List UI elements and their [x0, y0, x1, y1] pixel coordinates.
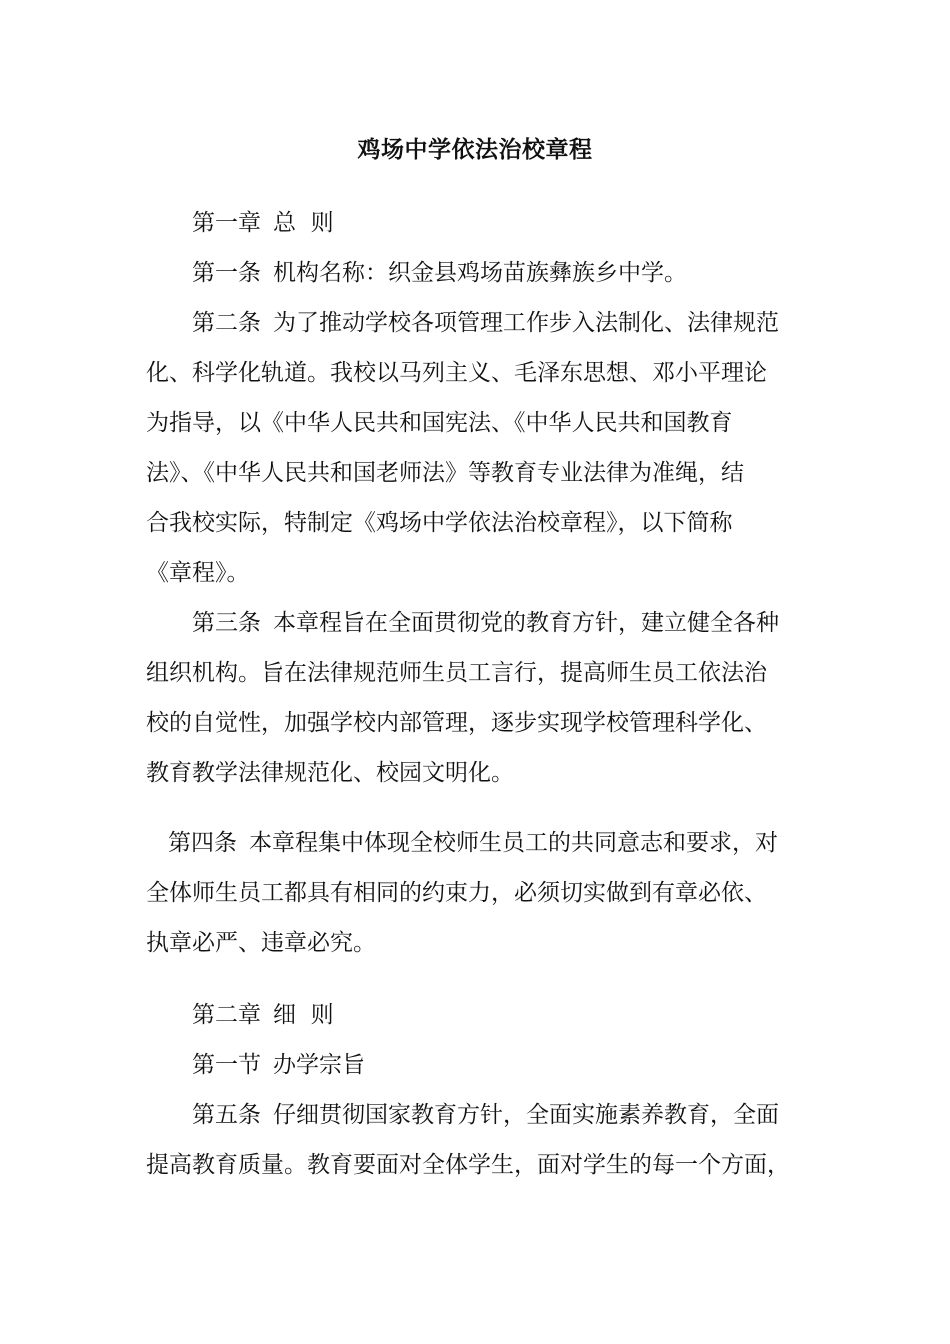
article3-label: 第三条 [192, 610, 261, 636]
article2-line-1: 化、科学化轨道。我校以马列主义、毛泽东思想、邓小平理论 [146, 360, 767, 386]
document-title: 鸡场中学依法治校章程 [357, 136, 593, 163]
chapter2-label: 第二章 [192, 1002, 261, 1028]
article2-line-2: 为指导，以《中华人民共和国宪法、《中华人民共和国教育 [146, 410, 733, 436]
article2-line-5: 《章程》。 [146, 560, 250, 586]
article4-label: 第四条 [168, 830, 237, 856]
chapter1-label: 第一章 [192, 210, 261, 236]
article2-line-3: 法》、《中华人民共和国老师法》等教育专业法律为准绳，结 [146, 460, 744, 486]
article3-line-0: 本章程旨在全面贯彻党的教育方针，建立健全各种 [273, 610, 779, 636]
article3-line-1: 组织机构。旨在法律规范师生员工言行，提高师生员工依法治 [146, 660, 767, 686]
article4-line-1: 全体师生员工都具有相同的约束力，必须切实做到有章必依、 [146, 880, 767, 906]
article5-line-0: 仔细贯彻国家教育方针，全面实施素养教育，全面 [273, 1102, 779, 1128]
section1-text: 办学宗旨 [273, 1052, 365, 1078]
article4 [146, 818, 806, 968]
article5-label: 第五条 [192, 1102, 261, 1128]
article1-label: 第一条 [192, 260, 261, 286]
article2-line-0: 为了推动学校各项管理工作步入法制化、法律规范 [273, 310, 779, 336]
article5-line-1: 提高教育质量。教育要面对全体学生，面对学生的每一个方面， [146, 1152, 790, 1178]
section1-label: 第一节 [192, 1052, 261, 1078]
article3-line-3: 教育教学法律规范化、校园文明化。 [146, 760, 514, 786]
article3 [146, 598, 806, 798]
article1 [146, 248, 806, 298]
chapter2-text: 细 则 [273, 1002, 334, 1028]
article2-label: 第二条 [192, 310, 261, 336]
chapter1-heading [146, 198, 806, 248]
article4-line-2: 执章必严、违章必究。 [146, 930, 376, 956]
article5 [146, 1090, 806, 1190]
section1-heading [146, 1040, 806, 1090]
article2-line-4: 合我校实际，特制定《鸡场中学依法治校章程》，以下简称 [146, 510, 733, 536]
article2 [146, 298, 806, 598]
article1-line-0: 机构名称：织金县鸡场苗族彝族乡中学。 [273, 260, 687, 286]
article4-line-0: 本章程集中体现全校师生员工的共同意志和要求，对 [249, 830, 778, 856]
article3-line-2: 校的自觉性，加强学校内部管理，逐步实现学校管理科学化、 [146, 710, 767, 736]
chapter2-heading [146, 990, 806, 1040]
chapter1-text: 总 则 [273, 210, 334, 236]
